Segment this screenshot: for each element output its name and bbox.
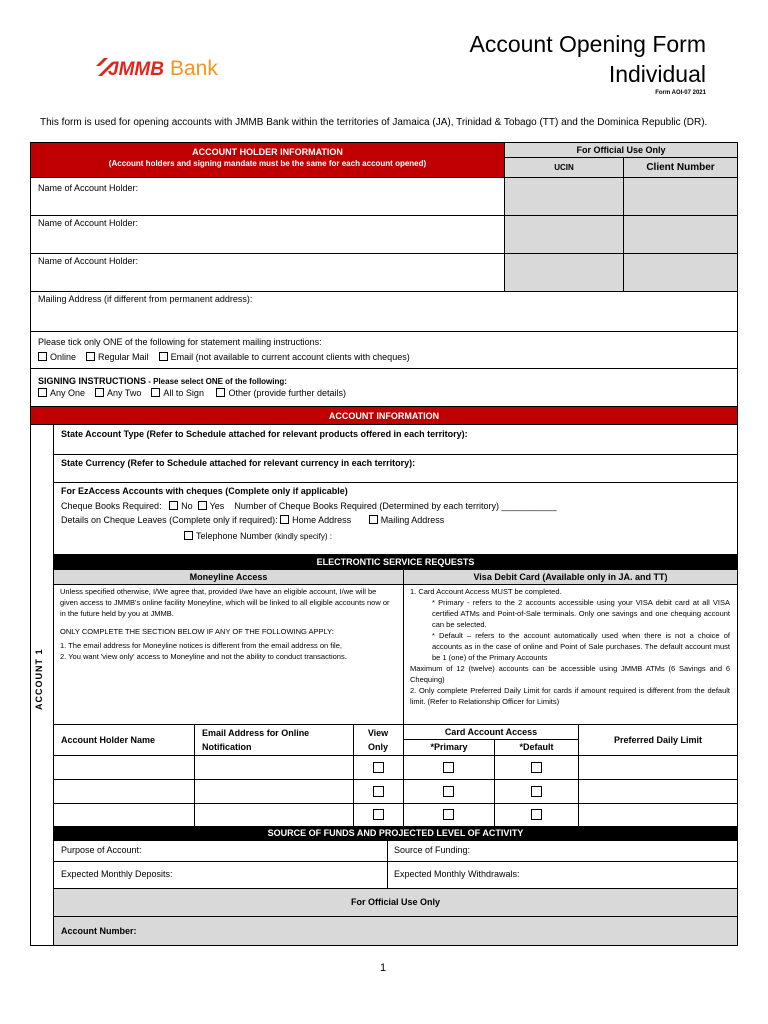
official-use-header: For Official Use Only bbox=[504, 142, 738, 158]
holder-heading: ACCOUNT HOLDER INFORMATION bbox=[192, 147, 343, 157]
col-view-header bbox=[353, 724, 404, 756]
ucin-cell-1 bbox=[504, 177, 624, 216]
moneyline-text-box bbox=[53, 584, 404, 725]
telephone-checkbox[interactable] bbox=[184, 531, 193, 540]
holder-name-label: Name of Account Holder: bbox=[38, 183, 139, 193]
statement-mailing-row bbox=[30, 331, 738, 369]
kindly-specify: (kindly specify) : bbox=[274, 532, 332, 541]
holder-subheading: (Account holders and signing mandate must be the same for each account opened) bbox=[108, 159, 427, 168]
col-name-label: Account Holder Name bbox=[61, 735, 156, 745]
visa-header: Visa Debit Card (Available only in JA. and TT) bbox=[403, 569, 738, 585]
moneyline-header: Moneyline Access bbox=[53, 569, 404, 585]
col-name-header bbox=[53, 724, 195, 756]
form-title: Account Opening Form bbox=[469, 31, 706, 57]
home-address-checkbox[interactable] bbox=[280, 515, 289, 524]
visa-default-note: * Default – refers to the account automatically used when there is not a choice of accounts as in the case of online and Point of Sale purchases. The default account must be 1 (one) of the Primary Accounts bbox=[432, 631, 730, 662]
cheque-books-label: Cheque Books Required: bbox=[61, 501, 162, 511]
holder-name-label: Name of Account Holder: bbox=[38, 256, 139, 266]
primary-checkbox[interactable] bbox=[443, 809, 454, 820]
svg-text:JMMB: JMMB bbox=[108, 59, 164, 80]
table-row-view-cell bbox=[353, 803, 404, 827]
page-number: 1 bbox=[380, 962, 387, 974]
table-row-primary-cell bbox=[403, 779, 495, 804]
account-info-header: ACCOUNT INFORMATION bbox=[30, 406, 738, 425]
table-row-default-cell bbox=[494, 755, 579, 780]
col-default-header: *Default bbox=[494, 739, 579, 756]
all-to-sign-label: All to Sign bbox=[163, 388, 204, 398]
withdrawals-label: Expected Monthly Withdrawals: bbox=[394, 869, 520, 879]
mailing-address-checkbox[interactable] bbox=[369, 515, 378, 524]
signing-prompt: - Please select ONE of the following: bbox=[146, 377, 287, 386]
telephone-line bbox=[184, 531, 332, 541]
all-to-sign-checkbox[interactable] bbox=[151, 388, 160, 397]
online-label: Online bbox=[50, 352, 77, 362]
moneyline-text bbox=[60, 586, 396, 662]
holder-name-row-3[interactable] bbox=[30, 253, 505, 292]
statement-prompt: Please tick only ONE of the following for statement mailing instructions: bbox=[38, 337, 322, 347]
any-one-label: Any One bbox=[50, 388, 86, 398]
electronic-header: ELECTRONTIC SERVICE REQUESTS bbox=[53, 554, 738, 570]
currency-label: State Currency (Refer to Schedule attached for relevant currency in each territory): bbox=[61, 458, 416, 468]
table-row-limit-cell[interactable] bbox=[578, 779, 738, 804]
signing-options bbox=[38, 388, 346, 398]
currency-row[interactable] bbox=[53, 454, 738, 483]
funds-header: SOURCE OF FUNDS AND PROJECTED LEVEL OF ACTIVITY bbox=[53, 826, 738, 841]
email-label: Email (not available to current account clients with cheques) bbox=[170, 352, 410, 362]
holder-name-row-1[interactable] bbox=[30, 177, 505, 216]
signing-heading: SIGNING INSTRUCTIONS bbox=[38, 376, 147, 386]
official-use-footer: For Official Use Only bbox=[53, 888, 738, 917]
purpose-label: Purpose of Account: bbox=[61, 845, 142, 855]
withdrawals-cell[interactable] bbox=[387, 861, 738, 889]
account-type-row[interactable] bbox=[53, 424, 738, 455]
other-label: Other (provide further details) bbox=[228, 388, 347, 398]
any-two-checkbox[interactable] bbox=[95, 388, 104, 397]
table-row-default-cell bbox=[494, 779, 579, 804]
holder-name-label: Name of Account Holder: bbox=[38, 218, 139, 228]
form-subtitle: Individual bbox=[608, 61, 706, 87]
signing-row bbox=[30, 368, 738, 407]
col-email-label: Email Address for Online Notification bbox=[202, 728, 310, 752]
no-checkbox[interactable] bbox=[169, 501, 178, 510]
jmmb-logo bbox=[94, 54, 224, 82]
svg-text:Bank: Bank bbox=[170, 57, 218, 80]
table-row-primary-cell bbox=[403, 755, 495, 780]
visa-item-1: 1. Card Account Access MUST be completed. bbox=[410, 587, 562, 596]
view-only-checkbox[interactable] bbox=[373, 786, 384, 797]
ezaccess-row bbox=[53, 482, 738, 555]
form-number: Form AOI-07 2021 bbox=[655, 90, 706, 96]
telephone-label: Telephone Number bbox=[196, 531, 273, 541]
cheque-leaves-label: Details on Cheque Leaves (Complete only if required): bbox=[61, 515, 278, 525]
purpose-cell[interactable] bbox=[53, 840, 388, 862]
table-row-name-cell[interactable] bbox=[53, 779, 195, 804]
default-checkbox[interactable] bbox=[531, 786, 542, 797]
moneyline-p2: ONLY COMPLETE THE SECTION BELOW IF ANY OF THE FOLLOWING APPLY: bbox=[60, 627, 334, 636]
ucin-header: UCIN bbox=[504, 157, 624, 178]
table-row-limit-cell[interactable] bbox=[578, 803, 738, 827]
primary-checkbox[interactable] bbox=[443, 786, 454, 797]
regular-mail-label: Regular Mail bbox=[98, 352, 149, 362]
primary-checkbox[interactable] bbox=[443, 762, 454, 773]
cheque-leaves-line bbox=[61, 515, 444, 525]
mailing-address-label: Mailing Address bbox=[380, 515, 445, 525]
col-email-header bbox=[194, 724, 354, 756]
ezaccess-label: For EzAccess Accounts with cheques (Complete only if applicable) bbox=[61, 486, 348, 496]
statement-options bbox=[38, 352, 410, 362]
table-row-email-cell[interactable] bbox=[194, 803, 354, 827]
default-checkbox[interactable] bbox=[531, 809, 542, 820]
any-one-checkbox[interactable] bbox=[38, 388, 47, 397]
deposits-label: Expected Monthly Deposits: bbox=[61, 869, 173, 879]
regular-mail-checkbox[interactable] bbox=[86, 352, 95, 361]
table-row-name-cell[interactable] bbox=[53, 755, 195, 780]
client-cell-1 bbox=[623, 177, 738, 216]
no-label: No bbox=[181, 501, 193, 511]
source-cell[interactable] bbox=[387, 840, 738, 862]
account-number-cell bbox=[53, 916, 738, 946]
visa-max-note: Maximum of 12 (twelve) accounts can be accessible using JMMB ATMs (6 Savings and 6 Chequing) bbox=[410, 664, 730, 684]
table-row-limit-cell[interactable] bbox=[578, 755, 738, 780]
table-row-view-cell bbox=[353, 755, 404, 780]
yes-label: Yes bbox=[209, 501, 225, 511]
table-row-default-cell bbox=[494, 803, 579, 827]
col-view-label: View Only bbox=[367, 728, 389, 752]
visa-text-box bbox=[403, 584, 738, 725]
account-type-label: State Account Type (Refer to Schedule attached for relevant products offered in each territory): bbox=[61, 429, 468, 439]
table-row-view-cell bbox=[353, 779, 404, 804]
moneyline-p4: 2. You want 'view only' access to Moneyline and not the ability to conduct transactions. bbox=[60, 652, 347, 661]
online-checkbox[interactable] bbox=[38, 352, 47, 361]
view-only-checkbox[interactable] bbox=[373, 809, 384, 820]
ucin-cell-2 bbox=[504, 215, 624, 254]
email-checkbox[interactable] bbox=[159, 352, 168, 361]
source-label: Source of Funding: bbox=[394, 845, 471, 855]
mailing-address-row[interactable] bbox=[30, 291, 738, 332]
holder-header bbox=[30, 142, 505, 178]
holder-name-row-2[interactable] bbox=[30, 215, 505, 254]
account-number-label: Account Number: bbox=[61, 926, 137, 936]
visa-primary-note: * Primary - refers to the 2 accounts accessible using your VISA debit card at all VISA certified ATMs and Point-of-Sale terminals. Only one savings and one chequing account can be selected. bbox=[432, 598, 730, 629]
num-cheque-label: Number of Cheque Books Required (Determined by each territory) ___________ bbox=[234, 501, 557, 511]
table-row-email-cell[interactable] bbox=[194, 755, 354, 780]
table-row-email-cell[interactable] bbox=[194, 779, 354, 804]
col-card-access-header: Card Account Access bbox=[403, 724, 579, 740]
moneyline-p3: 1. The email address for Moneyline notices is different from the email address on file, bbox=[60, 641, 342, 650]
ucin-cell-3 bbox=[504, 253, 624, 292]
deposits-cell[interactable] bbox=[53, 861, 388, 889]
mailing-address-label: Mailing Address (if different from permanent address): bbox=[38, 294, 253, 304]
home-address-label: Home Address bbox=[292, 515, 352, 525]
client-cell-2 bbox=[623, 215, 738, 254]
other-checkbox[interactable] bbox=[216, 388, 225, 397]
col-limit-header: Preferred Daily Limit bbox=[578, 724, 738, 756]
any-two-label: Any Two bbox=[107, 388, 142, 398]
account-side-label: ACCOUNT 1 bbox=[34, 648, 44, 710]
table-row-primary-cell bbox=[403, 803, 495, 827]
col-primary-header: *Primary bbox=[403, 739, 495, 756]
default-checkbox[interactable] bbox=[531, 762, 542, 773]
client-number-header: Client Number bbox=[623, 157, 738, 178]
cheque-books-line bbox=[61, 501, 557, 511]
signing-heading-line bbox=[38, 376, 287, 386]
table-row-name-cell[interactable] bbox=[53, 803, 195, 827]
visa-text bbox=[410, 586, 730, 707]
client-cell-3 bbox=[623, 253, 738, 292]
intro-text: This form is used for opening accounts with JMMB Bank within the territories of Jamaica (JA), Trinidad & Tobago (TT) and the Dominica Republic (DR). bbox=[40, 117, 708, 128]
moneyline-p1: Unless specified otherwise, I/We agree that, provided I/we have an eligible account, I/we will be given access to JMMB's online facility Moneyline, which will be linked to all eligible accounts now or in the future held by you at JMMB. bbox=[60, 587, 390, 618]
visa-item-2: 2. Only complete Preferred Daily Limit for cards if amount required is different from the default limit. (Refer to Relationship Officer for Limits) bbox=[410, 686, 730, 706]
yes-checkbox[interactable] bbox=[198, 501, 207, 510]
view-only-checkbox[interactable] bbox=[373, 762, 384, 773]
